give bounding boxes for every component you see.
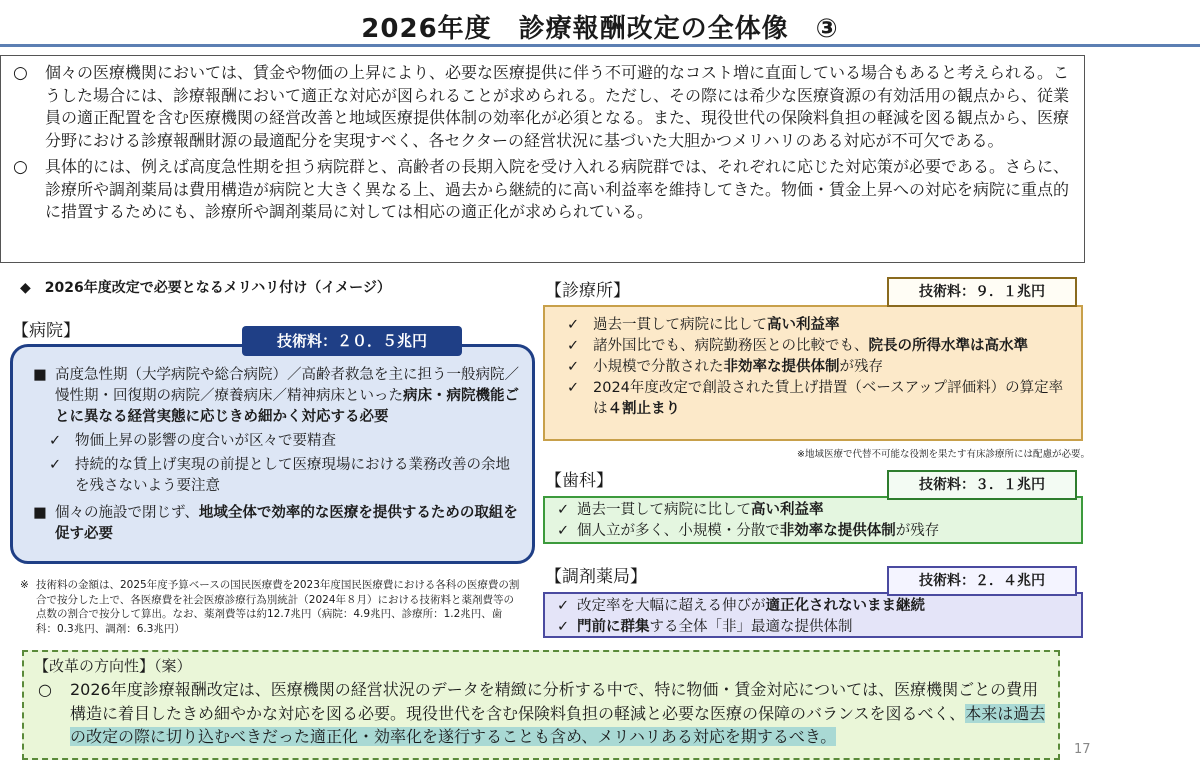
- clinic-item-2: ✓ 諸外国比でも、病院勤務医との比較でも、院長の所得水準は高水準: [567, 336, 1069, 357]
- pharmacy-item-2: ✓ 門前に群集する全体「非」最適な提供体制: [557, 617, 1071, 638]
- tech-fee-footnote: ※ 技術料の金額は、2025年度予算ベースの国民医療費を2023年度国民医療費における各科の医療費の割合で按分した上で、各医療費を社会医療診療行為別統計（2024年８月）における技術料と薬剤費等の点数の割合で按分して算出。なお、薬剤費等は約12.7兆円（病院：4.9兆円、診療所：1.2兆円、歯科：0.3兆円、調剤：6.3兆円）: [20, 579, 520, 635]
- check-icon: ✓: [49, 433, 62, 449]
- hospital-block-2: ■ 個々の施設で閉じず、地域全体で効率的な医療を提供するための取組を促す必要: [33, 505, 518, 542]
- intro-text-1: 個々の医療機関においては、賃金や物価の上昇により、必要な医療提供に伴う不可避的なコスト増に直面している場合もあると考えられる。こうした場合には、診療報酬において適正な対応が図られることが求められる。ただし、その際には希少な医療資源の有効活用の観点から、従業員の適正配置を含む医療機関の経営改善と地域医療提供体制の効率化が必須となる。また、現役世代の保険料負担の軽減を図る観点から、医療分野における診療報酬財源の最適配分を実現すべく、各セクターの経営状況に基づいた大胆かつメリハリのある対応が不可欠である。: [45, 63, 1070, 150]
- reform-direction-box: [22, 650, 1060, 760]
- clinic-item-1: ✓ 過去一貫して病院に比して高い利益率: [567, 315, 1069, 336]
- title-divider: [0, 44, 1200, 47]
- dental-item-1: ✓ 過去一貫して病院に比して高い利益率: [557, 500, 1071, 521]
- check-icon: ✓: [567, 359, 580, 375]
- page-title: 2026年度 診療報酬改定の全体像 ③: [361, 14, 839, 44]
- hospital-heading: 【病院】: [12, 321, 80, 341]
- clinic-tech-fee-badge: 技術料：９．１兆円: [887, 277, 1077, 307]
- circle-bullet-icon: ○: [13, 63, 28, 83]
- clinic-heading: 【診療所】: [545, 281, 630, 301]
- page-number: 17: [1074, 742, 1091, 757]
- check-icon: ✓: [557, 598, 570, 614]
- intro-box: [0, 55, 1085, 263]
- clinic-item-3: ✓ 小規模で分散された非効率な提供体制が残存: [567, 357, 1069, 378]
- clinic-item-4: ✓ 2024年度改定で創設された賃上げ措置（ベースアップ評価料）の算定率は４割止まり: [567, 380, 1064, 417]
- hospital-check-2: ✓ 持続的な賃上げ実現の前提として医療現場における業務改善の余地を残さないよう要注意: [49, 457, 510, 494]
- reform-heading: 【改革の方向性】（案）: [34, 657, 192, 675]
- hospital-tech-fee-badge: 技術料：２０．５兆円: [242, 326, 462, 356]
- circle-bullet-icon: ○: [13, 157, 28, 177]
- check-icon: ✓: [567, 317, 580, 333]
- dental-tech-fee-badge: 技術料：３．１兆円: [887, 470, 1077, 500]
- check-icon: ✓: [567, 338, 580, 354]
- square-bullet-icon: ■: [33, 505, 47, 521]
- pharmacy-item-1: ✓ 改定率を大幅に超える伸びが適正化されないまま継続: [557, 596, 1071, 617]
- note-mark: ※: [20, 579, 29, 591]
- check-icon: ✓: [49, 457, 62, 473]
- intro-paragraph-2: [9, 156, 1076, 224]
- intro-paragraph-1: [9, 62, 1076, 152]
- clinic-note: ※地域医療で代替不可能な役割を果たす有床診療所には配慮が必要。: [797, 449, 1090, 460]
- pharmacy-box: [543, 592, 1083, 638]
- square-bullet-icon: ■: [33, 367, 47, 383]
- reform-paragraph: ○ 2026年度診療報酬改定は、医療機関の経営状況のデータを精緻に分析する中で、特に物価・賃金対応については、医療機関ごとの費用構造に着目したきめ細やかな対応を図る必要。現役世代を含む保険料負担の軽減と必要な医療の保障のバランスを図るべく、本来は過去の改定の際に切り込むべきだった適正化・効率化を遂行することも含め、メリハリある対応を期するべき。: [38, 680, 1046, 746]
- dental-box: [543, 496, 1083, 544]
- check-icon: ✓: [557, 502, 570, 518]
- intro-text-2: 具体的には、例えば高度急性期を担う病院群と、高齢者の長期入院を受け入れる病院群では、それぞれに応じた対応策が必要である。さらに、診療所や調剤薬局は費用構造が病院と大きく異なる上、過去から継続的に高い利益率を維持してきた。物価・賃金上昇への対応を病院に重点的に措置するためにも、診療所や調剤薬局に対しては相応の適正化が求められている。: [45, 157, 1070, 221]
- check-icon: ✓: [567, 380, 580, 396]
- check-icon: ✓: [557, 523, 570, 539]
- dental-heading: 【歯科】: [545, 471, 613, 491]
- circle-bullet-icon: ○: [38, 680, 52, 699]
- meri-heading: ◆ 2026年度改定で必要となるメリハリ付け（イメージ）: [20, 280, 391, 296]
- pharmacy-heading: 【調剤薬局】: [545, 567, 647, 587]
- hospital-box: [10, 344, 535, 564]
- dental-item-2: ✓ 個人立が多く、小規模・分散で非効率な提供体制が残存: [557, 521, 1071, 542]
- hospital-check-1: ✓ 物価上昇の影響の度合いが区々で要精査: [31, 431, 520, 452]
- pharmacy-tech-fee-badge: 技術料：２．４兆円: [887, 566, 1077, 596]
- check-icon: ✓: [557, 619, 570, 635]
- reform-highlight: 本来は過去の改定の際に切り込むべきだった適正化・効率化を遂行することも含め、メリハリある対応を期するべき。: [70, 703, 1046, 746]
- hospital-block-1: ■ 高度急性期（大学病院や総合病院）／高齢者救急を主に担う一般病院／慢性期・回復期の病院／療養病床／精神病床といった病床・病院機能ごとに異なる経営実態に応じきめ細かく対応する必要: [33, 367, 519, 425]
- clinic-box: [543, 305, 1083, 441]
